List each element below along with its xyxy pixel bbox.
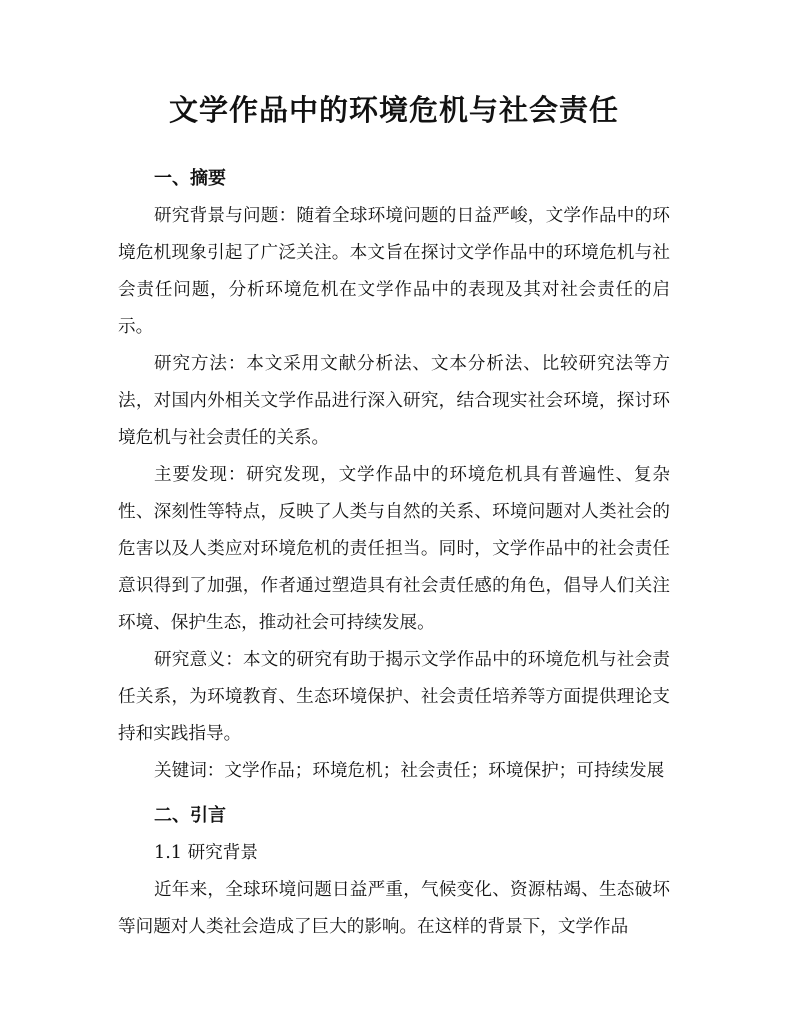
spacer [118,790,670,797]
introduction-paragraph: 近年来，全球环境问题日益严重，气候变化、资源枯竭、生态破坏等问题对人类社会造成了巨大的影响。在这样的背景下，文学作品 [118,880,670,937]
abstract-background-paragraph: 研究背景与问题：随着全球环境问题的日益严峻，文学作品中的环境危机现象引起了广泛关注。本文旨在探讨文学作品中的环境危机与社会责任问题，分析环境危机在文学作品中的表现及其对社会责任的启示。 [118,206,670,337]
keywords-paragraph: 关键词：文学作品；环境危机；社会责任；环境保护；可持续发展 [154,761,665,781]
abstract-findings-paragraph: 主要发现：研究发现，文学作品中的环境危机具有普遍性、复杂性、深刻性等特点，反映了人类与自然的关系、环境问题对人类社会的危害以及人类应对环境危机的责任担当。同时，文学作品中的社会责任意识得到了加强，作者通过塑造具有社会责任感的角色，倡导人们关注环境、保护生态，推动社会可持续发展。 [118,465,670,633]
document-page [118,88,670,946]
subsection-heading-background: 1.1 研究背景 [154,843,258,863]
abstract-significance-paragraph: 研究意义：本文的研究有助于揭示文学作品中的环境危机与社会责任关系，为环境教育、生态环境保护、社会责任培养等方面提供理论支持和实践指导。 [118,650,670,744]
section-heading-abstract: 一、摘要 [154,168,226,189]
section-heading-introduction: 二、引言 [154,805,226,826]
spacer [118,138,670,160]
abstract-method-paragraph: 研究方法：本文采用文献分析法、文本分析法、比较研究法等方法，对国内外相关文学作品进行深入研究，结合现实社会环境，探讨环境危机与社会责任的关系。 [118,354,670,448]
document-title: 文学作品中的环境危机与社会责任 [168,93,619,127]
